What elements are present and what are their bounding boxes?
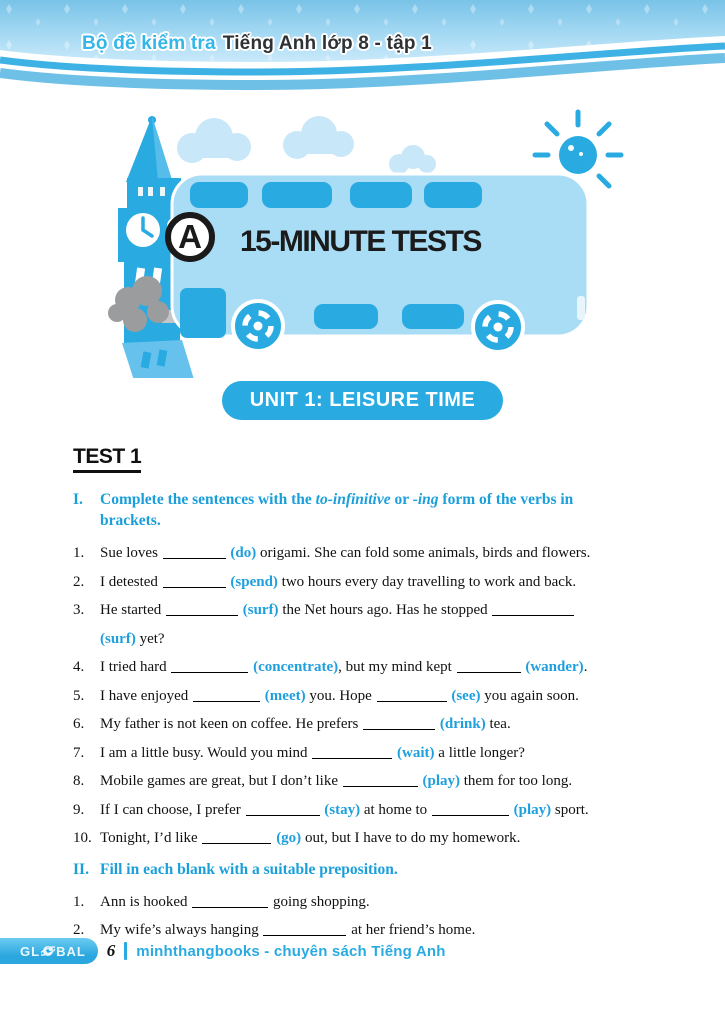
question-number: 10.	[73, 830, 92, 846]
instruction-text	[100, 489, 655, 531]
text-run: .	[583, 659, 588, 675]
text-run: Sue loves	[100, 545, 162, 561]
question-number: 8.	[73, 773, 85, 789]
answer-blank[interactable]	[193, 699, 260, 702]
text-run: -ing	[412, 491, 439, 508]
verb-hint: (wander)	[525, 659, 584, 675]
answer-blank[interactable]	[363, 727, 435, 730]
section-numeral: II.	[73, 860, 89, 878]
text-run: yet?	[135, 630, 165, 647]
question-number: 2.	[73, 922, 85, 938]
bus-icon	[172, 174, 588, 352]
question-number: 3.	[73, 602, 85, 618]
question-text	[100, 710, 655, 739]
verb-hint: (play)	[422, 773, 460, 789]
verb-hint: (surf)	[242, 602, 279, 618]
text-run: I am a little busy. Would you mind	[100, 744, 312, 761]
verb-hint: (drink)	[439, 716, 486, 732]
question-item	[73, 767, 655, 796]
footer-tagline: minhthangbooks - chuyên sách Tiếng Anh	[136, 942, 446, 960]
text-run: Mobile games are great, but I don’t like	[100, 773, 342, 789]
text-run: form of the verbs in	[438, 491, 574, 508]
question-text	[100, 796, 655, 825]
question-text	[100, 682, 655, 711]
section-badge	[165, 212, 215, 262]
question-text	[100, 653, 655, 682]
text-run: Complete the sentences with the	[100, 491, 316, 508]
question-number: 5.	[73, 687, 85, 704]
question-item	[73, 596, 655, 653]
text-run: brackets.	[100, 512, 161, 529]
text-run: or	[390, 491, 413, 508]
answer-blank[interactable]	[432, 813, 509, 816]
question-text	[100, 568, 655, 597]
text-run: sport.	[551, 801, 589, 818]
question-item	[73, 682, 655, 711]
text-run: Ann is hooked	[100, 893, 192, 910]
verb-hint: (spend)	[230, 573, 278, 590]
question-text	[100, 539, 655, 568]
text-run: Tonight, I’d like	[100, 830, 202, 846]
question-text	[100, 888, 655, 917]
footer-divider	[124, 942, 127, 960]
publisher-logo	[0, 938, 98, 964]
verb-hint: (do)	[230, 545, 257, 561]
question-item	[73, 568, 655, 597]
question-item	[73, 739, 655, 768]
answer-blank[interactable]	[246, 813, 320, 816]
text-run: you. Hope	[305, 687, 376, 704]
hero-illustration	[0, 100, 725, 378]
text-run: them for too long.	[460, 773, 573, 789]
answer-blank[interactable]	[192, 905, 268, 908]
verb-hint: (see)	[451, 687, 481, 704]
text-run: the Net hours ago. Has he stopped	[278, 602, 492, 618]
question-number: 6.	[73, 716, 85, 732]
question-item	[73, 796, 655, 825]
answer-blank[interactable]	[457, 670, 521, 673]
text-run: I detested	[100, 573, 162, 590]
question-number: 1.	[73, 545, 85, 561]
text-run: My wife’s always hanging	[100, 922, 263, 938]
question-number: 9.	[73, 801, 85, 818]
section1-instruction	[73, 489, 655, 531]
question-text	[100, 739, 655, 768]
bus-wheel-icon	[473, 302, 523, 352]
header-banner	[0, 0, 725, 100]
text-run: tea.	[485, 716, 511, 732]
answer-blank[interactable]	[163, 556, 226, 559]
answer-blank[interactable]	[263, 933, 346, 936]
question-item	[73, 824, 655, 853]
text-run: , but my mind kept	[338, 659, 456, 675]
verb-hint: (surf)	[100, 630, 136, 647]
text-run: going shopping.	[269, 893, 370, 910]
verb-hint: (go)	[276, 830, 302, 846]
text-run: two hours every day travelling to work and back.	[277, 573, 577, 590]
globe-icon	[41, 944, 55, 958]
question-item	[73, 653, 655, 682]
text-run: If I can choose, I prefer	[100, 801, 245, 818]
text-run: you again soon.	[480, 687, 579, 704]
text-run: at home to	[360, 801, 431, 818]
text-run: I have enjoyed	[100, 687, 193, 704]
instruction-text	[100, 859, 655, 880]
text-run: a little longer?	[434, 744, 525, 761]
section-badge-letter: A	[178, 218, 202, 255]
unit-banner: UNIT 1: LEISURE TIME	[222, 381, 504, 420]
section1-questions	[73, 539, 655, 853]
answer-blank[interactable]	[166, 613, 238, 616]
part-title: 15-MINUTE TESTS	[240, 225, 481, 258]
text-run: out, but I have to do my homework.	[301, 830, 521, 846]
text-run: Fill in each blank with a suitable preposition.	[100, 860, 398, 878]
question-number: 2.	[73, 573, 85, 590]
answer-blank[interactable]	[377, 699, 447, 702]
text-run: I tried hard	[100, 659, 171, 675]
content-area	[0, 420, 725, 945]
answer-blank[interactable]	[163, 585, 226, 588]
text-run: origami. She can fold some animals, birds and flowers.	[256, 545, 591, 561]
question-text	[100, 824, 655, 853]
section2-instruction	[73, 859, 655, 880]
section-numeral: I.	[73, 491, 83, 508]
answer-blank[interactable]	[492, 613, 574, 616]
question-number: 4.	[73, 659, 85, 675]
answer-blank[interactable]	[312, 756, 392, 759]
text-run: at her friend’s home.	[347, 922, 476, 938]
logo-text-prefix: GL	[20, 943, 41, 959]
answer-blank[interactable]	[171, 670, 248, 673]
series-label: Bộ đề kiểm tra	[82, 33, 216, 54]
question-item	[73, 539, 655, 568]
test-heading: TEST 1	[73, 445, 141, 473]
verb-hint: (play)	[513, 801, 552, 818]
question-text	[100, 767, 655, 796]
page-number: 6	[106, 941, 116, 960]
answer-blank[interactable]	[202, 841, 271, 844]
question-item	[73, 888, 655, 917]
text-run: to-infinitive	[315, 491, 391, 508]
question-number: 1.	[73, 893, 85, 910]
section2-questions	[73, 888, 655, 945]
logo-text-suffix: BAL	[56, 943, 86, 959]
book-title	[82, 33, 432, 55]
text-run: My father is not keen on coffee. He prefers	[100, 716, 363, 732]
text-run: He started	[100, 602, 165, 618]
book-title-text: Tiếng Anh lớp 8 - tập 1	[222, 33, 432, 54]
verb-hint: (stay)	[324, 801, 361, 818]
verb-hint: (concentrate)	[253, 659, 339, 675]
answer-blank[interactable]	[343, 784, 418, 787]
bus-wheel-icon	[233, 301, 283, 351]
question-number: 7.	[73, 744, 85, 761]
verb-hint: (meet)	[264, 687, 306, 704]
verb-hint: (wait)	[397, 744, 435, 761]
question-text	[100, 596, 655, 653]
page-footer	[0, 938, 446, 964]
question-item	[73, 710, 655, 739]
cloud-icon	[177, 116, 436, 174]
